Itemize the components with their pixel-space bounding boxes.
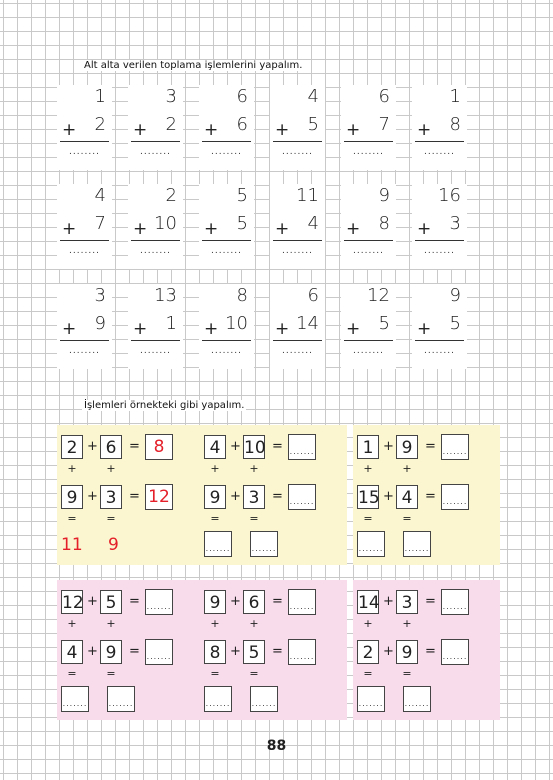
bottom-number: 7 (94, 213, 106, 234)
number-box: 4 (204, 435, 226, 459)
number-box: 8 (204, 640, 226, 664)
sum-result: 11 (61, 535, 83, 555)
bottom-number: 8 (449, 114, 461, 135)
instruction-grid: İşlemleri örnekteki gibi yapalım. (84, 400, 245, 411)
equals-sign: = (67, 512, 77, 525)
number-box: 3 (243, 485, 265, 509)
number-box: 9 (61, 485, 83, 509)
equals-sign: = (129, 439, 140, 454)
plus-sign: + (204, 120, 219, 140)
grid-panel (200, 425, 347, 565)
answer-box[interactable]: ....... (288, 434, 316, 460)
number-box: 3 (396, 590, 418, 614)
grid-panel (57, 580, 204, 720)
plus-sign: + (383, 489, 394, 504)
bottom-number: 10 (225, 313, 248, 334)
plus-sign: + (383, 439, 394, 454)
plus-sign: + (133, 219, 148, 239)
grid-panel (353, 425, 500, 565)
equals-sign: = (363, 512, 373, 525)
sum-line (415, 240, 464, 241)
bottom-number: 8 (378, 213, 390, 234)
top-number: 6 (307, 285, 319, 306)
equals-sign: = (272, 644, 283, 659)
top-number: 11 (296, 185, 319, 206)
bottom-number: 7 (378, 114, 390, 135)
sum-line (344, 340, 393, 341)
bottom-number: 3 (449, 213, 461, 234)
answer-box[interactable]: 8 (145, 434, 173, 460)
equals-sign: = (249, 667, 259, 680)
top-number: 12 (367, 285, 390, 306)
plus-sign: + (87, 489, 98, 504)
number-box: 5 (243, 640, 265, 664)
answer-blank[interactable]: ........ (69, 346, 100, 356)
addition-card (128, 284, 183, 369)
equals-sign: = (106, 667, 116, 680)
sum-line (202, 240, 251, 241)
answer-box[interactable]: ....... (145, 589, 173, 615)
equals-sign: = (425, 644, 436, 659)
plus-sign: + (106, 462, 116, 475)
sum-box[interactable]: ....... (61, 686, 89, 712)
answer-blank[interactable]: ........ (69, 147, 100, 157)
addition-card (341, 85, 396, 170)
plus-sign: + (87, 644, 98, 659)
plus-sign: + (230, 644, 241, 659)
grid-panel (353, 580, 500, 720)
top-number: 16 (438, 185, 461, 206)
answer-box[interactable]: ....... (441, 434, 469, 460)
sum-box[interactable]: ....... (357, 531, 385, 557)
equals-sign: = (129, 644, 140, 659)
equals-sign: = (67, 667, 77, 680)
plus-sign: + (275, 120, 290, 140)
plus-sign: + (346, 120, 361, 140)
answer-blank[interactable]: ........ (69, 246, 100, 256)
top-number: 13 (154, 285, 177, 306)
equals-sign: = (425, 489, 436, 504)
equals-sign: = (249, 512, 259, 525)
plus-sign: + (363, 617, 373, 630)
top-number: 9 (378, 185, 390, 206)
top-number: 4 (94, 185, 106, 206)
answer-box[interactable]: ....... (145, 639, 173, 665)
instruction-addition: Alt alta verilen toplama işlemlerini yapalım. (84, 60, 303, 71)
addition-card (412, 284, 467, 369)
addition-card (412, 184, 467, 269)
equals-sign: = (363, 667, 373, 680)
number-box: 9 (204, 485, 226, 509)
answer-box[interactable]: ....... (441, 639, 469, 665)
sum-line (131, 340, 180, 341)
plus-sign: + (383, 594, 394, 609)
addition-card (128, 85, 183, 170)
grid-panel (200, 580, 347, 720)
sum-line (273, 240, 322, 241)
equals-sign: = (210, 512, 220, 525)
plus-sign: + (87, 439, 98, 454)
plus-sign: + (230, 439, 241, 454)
number-box: 9 (396, 640, 418, 664)
bottom-number: 5 (378, 313, 390, 334)
plus-sign: + (204, 319, 219, 339)
answer-box[interactable]: ....... (441, 589, 469, 615)
plus-sign: + (346, 219, 361, 239)
number-box: 3 (100, 485, 122, 509)
bottom-number: 1 (165, 313, 177, 334)
sum-line (415, 141, 464, 142)
answer-blank[interactable]: ........ (140, 246, 171, 256)
number-box: 1 (357, 435, 379, 459)
answer-blank[interactable]: ........ (353, 246, 384, 256)
top-number: 3 (165, 86, 177, 107)
bottom-number: 6 (236, 114, 248, 135)
answer-blank[interactable]: ........ (140, 147, 171, 157)
addition-card (270, 284, 325, 369)
plus-sign: + (417, 219, 432, 239)
number-box: 4 (61, 640, 83, 664)
equals-sign: = (272, 489, 283, 504)
plus-sign: + (346, 319, 361, 339)
answer-blank[interactable]: ........ (424, 246, 455, 256)
sum-box[interactable]: ....... (204, 686, 232, 712)
equals-sign: = (402, 667, 412, 680)
sum-line (344, 141, 393, 142)
plus-sign: + (402, 617, 412, 630)
sum-box[interactable]: ....... (107, 686, 135, 712)
bottom-number: 5 (307, 114, 319, 135)
number-box: 14 (357, 590, 379, 614)
answer-blank[interactable]: ........ (211, 147, 242, 157)
equals-sign: = (106, 512, 116, 525)
answer-blank[interactable]: ........ (353, 346, 384, 356)
answer-blank[interactable]: ........ (424, 147, 455, 157)
plus-sign: + (230, 489, 241, 504)
sum-line (131, 141, 180, 142)
addition-card (341, 184, 396, 269)
number-box: 2 (357, 640, 379, 664)
plus-sign: + (363, 462, 373, 475)
plus-sign: + (67, 617, 77, 630)
answer-blank[interactable]: ........ (211, 346, 242, 356)
bottom-number: 5 (449, 313, 461, 334)
number-box: 9 (100, 640, 122, 664)
answer-blank[interactable]: ........ (424, 346, 455, 356)
answer-blank[interactable]: ........ (282, 246, 313, 256)
plus-sign: + (402, 462, 412, 475)
plus-sign: + (62, 219, 77, 239)
answer-box[interactable]: ....... (441, 484, 469, 510)
bottom-number: 4 (307, 213, 319, 234)
plus-sign: + (133, 319, 148, 339)
answer-blank[interactable]: ........ (211, 246, 242, 256)
plus-sign: + (67, 462, 77, 475)
bottom-number: 10 (154, 213, 177, 234)
plus-sign: + (249, 462, 259, 475)
addition-card (57, 184, 112, 269)
plus-sign: + (62, 120, 77, 140)
bottom-number: 14 (296, 313, 319, 334)
number-box: 9 (204, 590, 226, 614)
answer-blank[interactable]: ........ (282, 147, 313, 157)
bottom-number: 5 (236, 213, 248, 234)
plus-sign: + (204, 219, 219, 239)
top-number: 1 (449, 86, 461, 107)
answer-blank[interactable]: ........ (282, 346, 313, 356)
sum-line (344, 240, 393, 241)
number-box: 2 (61, 435, 83, 459)
addition-card (57, 85, 112, 170)
sum-line (415, 340, 464, 341)
plus-sign: + (62, 319, 77, 339)
sum-box[interactable]: ....... (250, 531, 278, 557)
sum-line (60, 240, 109, 241)
number-box: 5 (100, 590, 122, 614)
addition-card (57, 284, 112, 369)
sum-line (273, 340, 322, 341)
page-number: 88 (266, 738, 287, 754)
top-number: 8 (236, 285, 248, 306)
plus-sign: + (417, 319, 432, 339)
sum-line (131, 240, 180, 241)
plus-sign: + (230, 594, 241, 609)
addition-card (341, 284, 396, 369)
number-box: 10 (243, 435, 265, 459)
sum-line (273, 141, 322, 142)
addition-card (412, 85, 467, 170)
equals-sign: = (425, 594, 436, 609)
equals-sign: = (129, 594, 140, 609)
top-number: 2 (165, 185, 177, 206)
sum-box[interactable]: ....... (403, 531, 431, 557)
number-box: 4 (396, 485, 418, 509)
plus-sign: + (210, 462, 220, 475)
plus-sign: + (106, 617, 116, 630)
addition-card (270, 184, 325, 269)
number-box: 15 (357, 485, 379, 509)
bottom-number: 9 (94, 313, 106, 334)
sum-box[interactable]: ....... (250, 686, 278, 712)
top-number: 3 (94, 285, 106, 306)
sum-box[interactable]: ....... (204, 531, 232, 557)
number-box: 6 (243, 590, 265, 614)
top-number: 5 (236, 185, 248, 206)
equals-sign: = (402, 512, 412, 525)
sum-box[interactable]: ....... (403, 686, 431, 712)
top-number: 6 (378, 86, 390, 107)
sum-result: 9 (108, 535, 119, 555)
sum-line (60, 340, 109, 341)
sum-box[interactable]: ....... (357, 686, 385, 712)
bottom-number: 2 (94, 114, 106, 135)
answer-blank[interactable]: ........ (140, 346, 171, 356)
addition-card (128, 184, 183, 269)
addition-card (199, 85, 254, 170)
answer-box[interactable]: ....... (288, 589, 316, 615)
equals-sign: = (129, 489, 140, 504)
plus-sign: + (275, 219, 290, 239)
number-box: 12 (61, 590, 83, 614)
equals-sign: = (425, 439, 436, 454)
number-box: 6 (100, 435, 122, 459)
plus-sign: + (275, 319, 290, 339)
number-box: 9 (396, 435, 418, 459)
equals-sign: = (272, 439, 283, 454)
top-number: 1 (94, 86, 106, 107)
grid-panel (57, 425, 204, 565)
addition-card (199, 284, 254, 369)
top-number: 4 (307, 86, 319, 107)
answer-box[interactable]: ....... (288, 639, 316, 665)
sum-line (202, 340, 251, 341)
equals-sign: = (210, 667, 220, 680)
addition-card (270, 85, 325, 170)
equals-sign: = (272, 594, 283, 609)
sum-line (202, 141, 251, 142)
plus-sign: + (417, 120, 432, 140)
plus-sign: + (210, 617, 220, 630)
top-number: 9 (449, 285, 461, 306)
top-number: 6 (236, 86, 248, 107)
answer-box[interactable]: 12 (145, 484, 173, 510)
plus-sign: + (87, 594, 98, 609)
plus-sign: + (249, 617, 259, 630)
plus-sign: + (133, 120, 148, 140)
sum-line (60, 141, 109, 142)
plus-sign: + (383, 644, 394, 659)
bottom-number: 2 (165, 114, 177, 135)
answer-box[interactable]: ....... (288, 484, 316, 510)
answer-blank[interactable]: ........ (353, 147, 384, 157)
addition-card (199, 184, 254, 269)
